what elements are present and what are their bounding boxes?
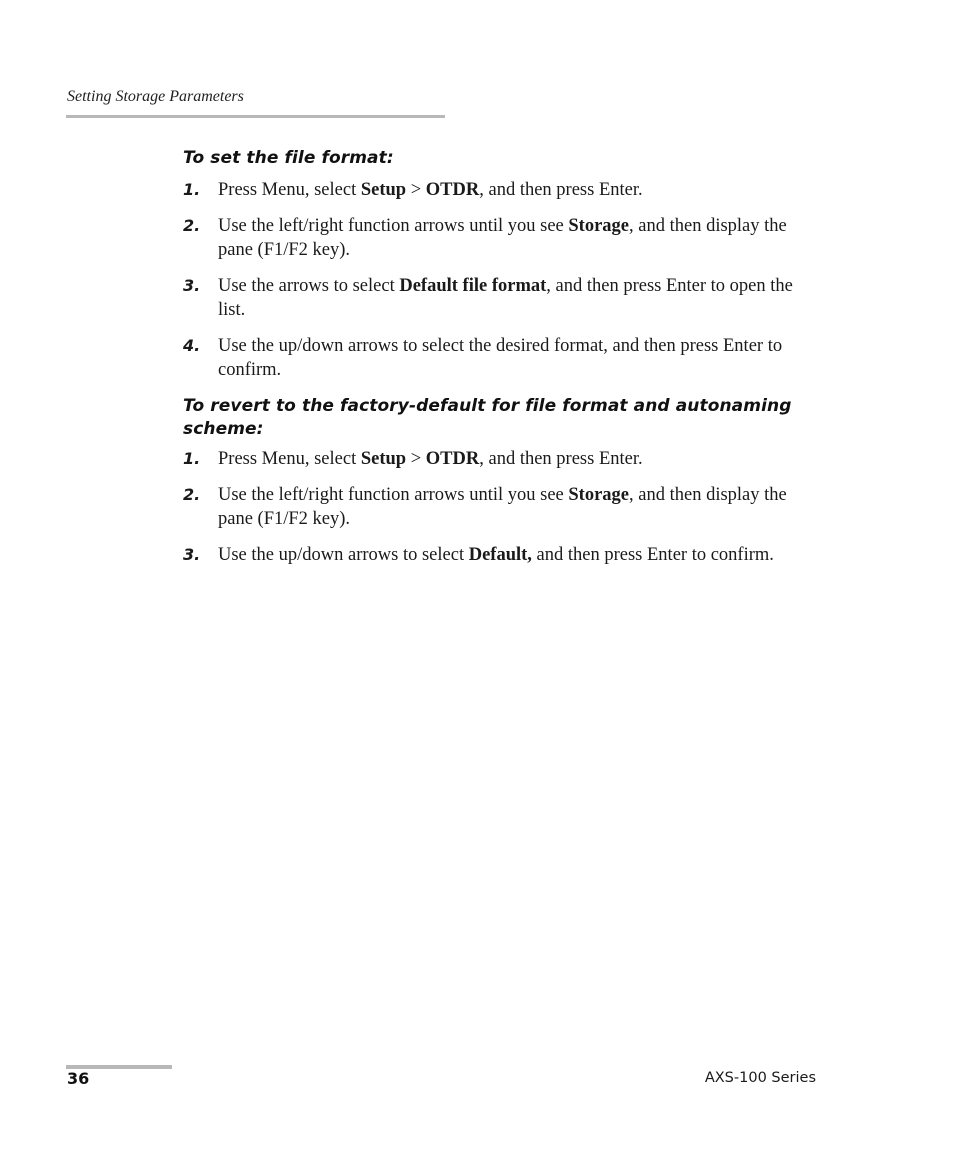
page-number: 36 bbox=[67, 1069, 90, 1088]
list-item bbox=[183, 274, 813, 323]
step-list bbox=[183, 447, 813, 567]
step-number: 3. bbox=[183, 275, 201, 295]
list-item bbox=[183, 447, 813, 472]
procedure-set-file-format bbox=[183, 147, 813, 383]
header-rule bbox=[66, 115, 445, 118]
list-item bbox=[183, 543, 813, 568]
ui-term: OTDR bbox=[425, 449, 480, 469]
step-text: Press Menu, select Setup > OTDR, and then press Enter. bbox=[218, 180, 643, 200]
step-text: Use the arrows to select Default file format, and then press Enter to open the list. bbox=[218, 275, 793, 320]
step-number: 1. bbox=[183, 449, 201, 468]
step-text: Press Menu, select Setup > OTDR, and then press Enter. bbox=[218, 449, 643, 469]
list-item bbox=[183, 483, 813, 532]
step-list bbox=[183, 178, 813, 383]
ui-term: Default file format bbox=[399, 275, 547, 296]
running-header: Setting Storage Parameters bbox=[67, 88, 244, 105]
list-item bbox=[183, 214, 813, 263]
step-number: 1. bbox=[183, 180, 201, 199]
step-text: Use the up/down arrows to select the desired format, and then press Enter to confirm. bbox=[218, 335, 783, 380]
step-number: 3. bbox=[183, 544, 201, 564]
step-number: 4. bbox=[183, 335, 201, 355]
ui-term: Storage bbox=[568, 484, 630, 505]
procedure-title: To revert to the factory-default for file format and autonaming scheme: bbox=[183, 396, 792, 439]
list-item bbox=[183, 178, 813, 203]
ui-term: OTDR bbox=[425, 180, 480, 200]
list-item bbox=[183, 334, 813, 383]
step-number: 2. bbox=[183, 484, 201, 504]
step-text: Use the left/right function arrows until you see Storage, and then display the pane (F1/F2 key). bbox=[218, 484, 787, 529]
procedure-revert-defaults bbox=[183, 395, 813, 567]
ui-term: Setup bbox=[360, 449, 407, 469]
step-text: Use the left/right function arrows until you see Storage, and then display the pane (F1/F2 key). bbox=[218, 215, 787, 260]
ui-term: Storage bbox=[568, 215, 630, 236]
step-number: 2. bbox=[183, 215, 201, 235]
ui-term: Default, bbox=[468, 544, 532, 565]
procedure-title: To set the file format: bbox=[183, 148, 394, 168]
ui-term: Setup bbox=[360, 180, 407, 200]
product-name: AXS-100 Series bbox=[704, 1070, 816, 1086]
step-text: Use the up/down arrows to select Default, and then press Enter to confirm. bbox=[218, 544, 774, 565]
